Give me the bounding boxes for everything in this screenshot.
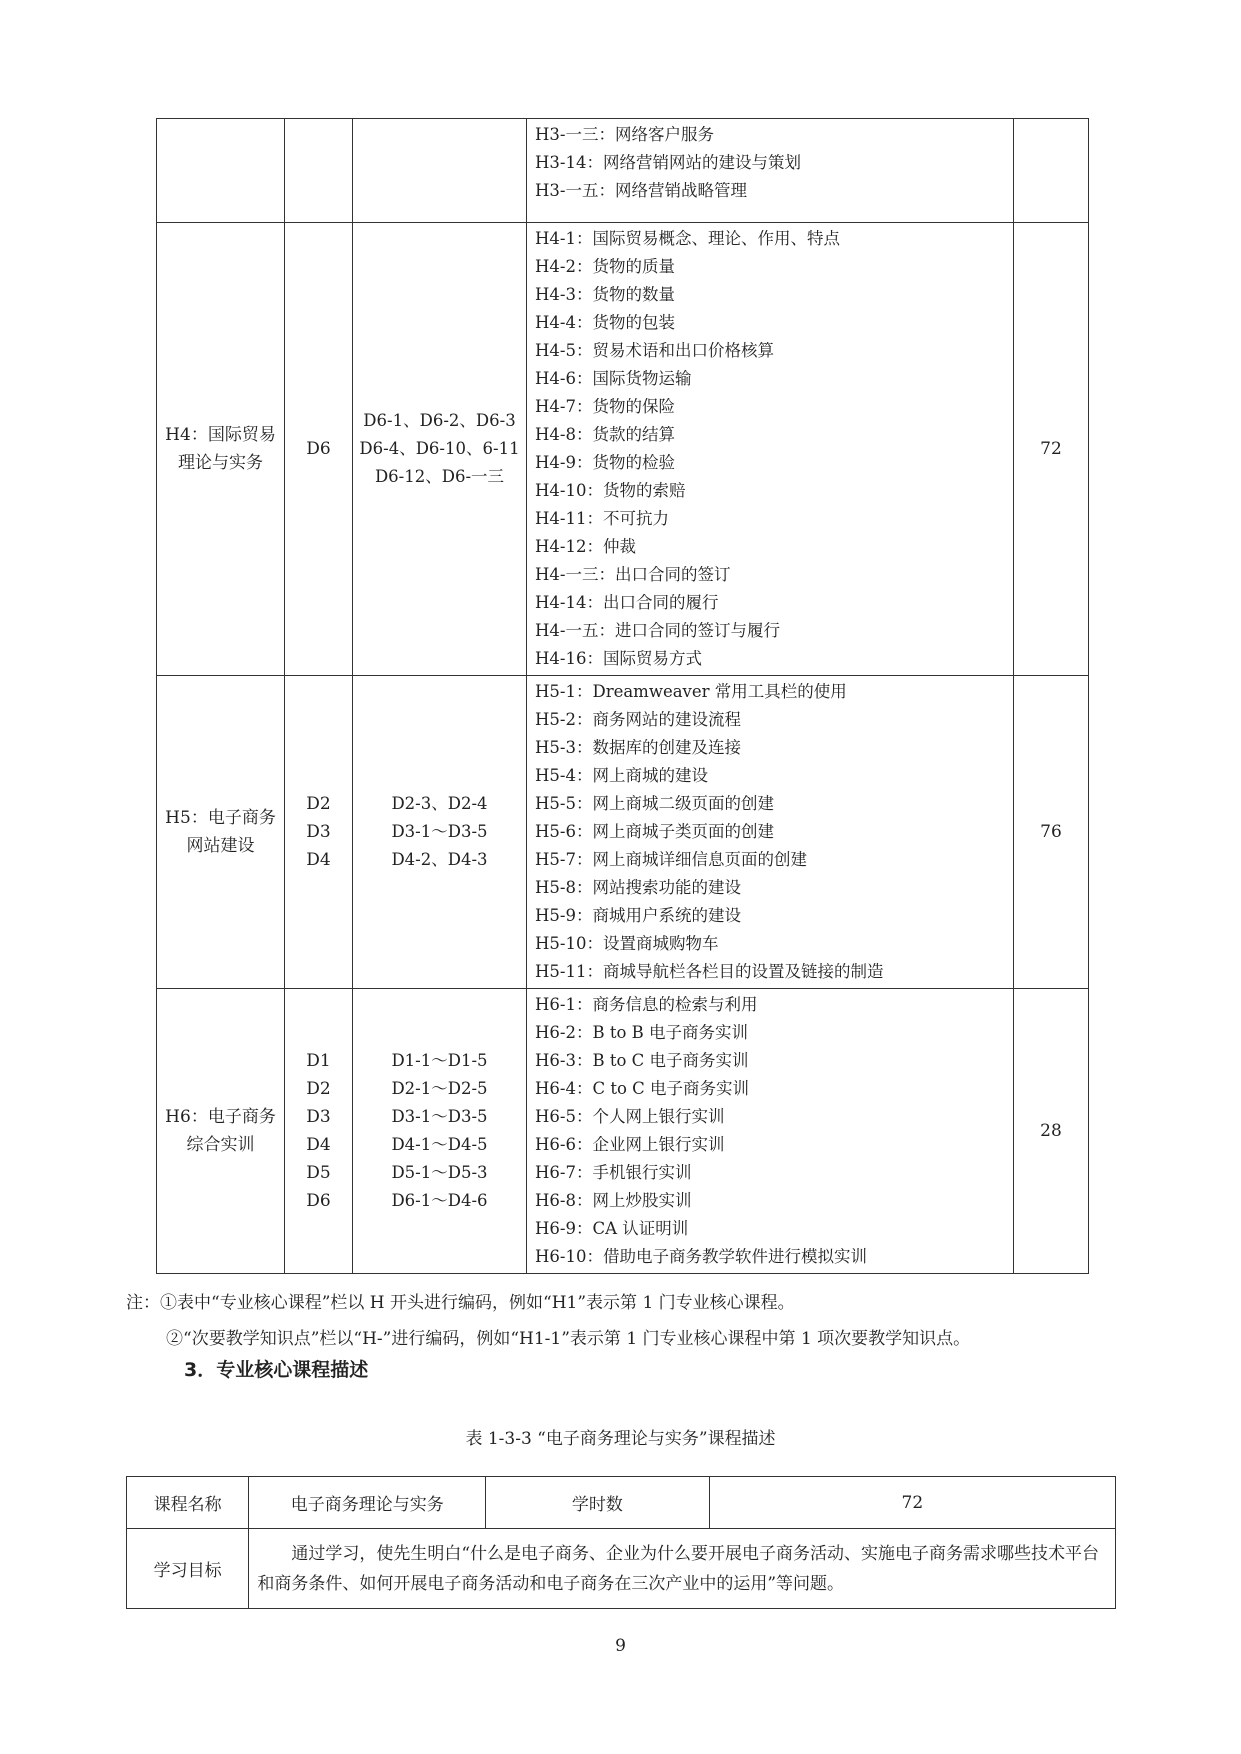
topic-item: H4-3：货物的数量: [535, 285, 675, 304]
topic-list-cell: [527, 676, 1014, 989]
knowledge-point-code: D2-1～D2-5: [391, 1079, 488, 1098]
desc-row-goal: [127, 1529, 1116, 1609]
topic-item: H4-9：货物的检验: [535, 453, 675, 472]
topic-item: H4-10：货物的索赔: [535, 481, 686, 500]
topic-item: H6-3：B to C 电子商务实训: [535, 1051, 749, 1070]
topic-item: H5-4：网上商城的建设: [535, 766, 708, 785]
primary-module-code: D2: [306, 1079, 331, 1099]
knowledge-point-code: D5-1～D5-3: [391, 1163, 488, 1182]
hours-label: 学时数: [486, 1477, 710, 1529]
topic-item: H6-4：C to C 电子商务实训: [535, 1079, 750, 1098]
topic-item: H5-6：网上商城子类页面的创建: [535, 822, 774, 841]
knowledge-point-code: D6-12、D6-一三: [374, 467, 505, 486]
goal-text: 通过学习，使先生明白“什么是电子商务、企业为什么要开展电子商务活动、实施电子商务需求哪些技术平台和商务条件、如何开展电子商务活动和电子商务在三次产业中的运用”等问题。: [257, 1543, 1100, 1594]
topic-item: H5-7：网上商城详细信息页面的创建: [535, 850, 807, 869]
topic-list-cell: [527, 223, 1014, 676]
topic-item: H4-1：国际贸易概念、理论、作用、特点: [535, 229, 840, 248]
knowledge-point-code: D1-1～D1-5: [391, 1051, 488, 1070]
primary-module-code: D6: [306, 1191, 331, 1211]
course-row: [157, 676, 1089, 989]
topic-item: H5-3：数据库的创建及连接: [535, 738, 741, 757]
topic-item: H5-11：商城导航栏各栏目的设置及链接的制造: [535, 962, 884, 981]
note-line-2: ②“次要教学知识点”栏以“H-”进行编码，例如“H1-1”表示第 1 门专业核心课程中第 1 项次要教学知识点。: [166, 1329, 971, 1349]
topic-item: H4-11：不可抗力: [535, 509, 669, 528]
topic-item: H6-2：B to B 电子商务实训: [535, 1023, 749, 1042]
topic-item: H4-一三：出口合同的签订: [535, 565, 731, 584]
topic-item: H5-1：Dreamweaver 常用工具栏的使用: [535, 682, 847, 701]
primary-module-cell: [285, 223, 353, 676]
topic-item: H5-5：网上商城二级页面的创建: [535, 794, 774, 813]
primary-module-code: D3: [306, 822, 331, 842]
course-name-cell: H4：国际贸易理论与实务: [157, 223, 285, 676]
topic-item: H3-一五：网络营销战略管理: [535, 181, 747, 200]
topic-item: H3-一三：网络客户服务: [535, 125, 714, 144]
topic-item: H6-8：网上炒股实训: [535, 1191, 692, 1210]
desc-row-name: [127, 1477, 1116, 1529]
knowledge-point-code: D4-2、D4-3: [391, 850, 488, 869]
table-caption: 表 1-3-3 “电子商务理论与实务”课程描述: [465, 1429, 776, 1449]
primary-module-code: D5: [306, 1163, 331, 1183]
topic-item: H4-5：贸易术语和出口价格核算: [535, 341, 774, 360]
course-name-value: 电子商务理论与实务: [249, 1477, 486, 1529]
topic-list-cell: [527, 119, 1014, 223]
topic-item: H5-8：网站搜索功能的建设: [535, 878, 741, 897]
knowledge-point-code: D4-1～D4-5: [391, 1135, 488, 1154]
course-name-label: 课程名称: [127, 1477, 249, 1529]
course-hours-cell: 76: [1014, 676, 1089, 989]
course-name-cell: H5：电子商务网站建设: [157, 676, 285, 989]
course-name-cell: [157, 119, 285, 223]
knowledge-point-cell: [353, 989, 527, 1274]
knowledge-point-code: D6-4、D6-10、6-11: [359, 439, 520, 458]
knowledge-point-code: D6-1、D6-2、D6-3: [363, 411, 516, 430]
primary-module-cell: [285, 989, 353, 1274]
knowledge-point-cell: [353, 223, 527, 676]
topic-item: H6-1：商务信息的检索与利用: [535, 995, 758, 1014]
topic-item: H4-7：货物的保险: [535, 397, 675, 416]
topic-item: H6-7：手机银行实训: [535, 1163, 692, 1182]
topic-item: H4-16：国际贸易方式: [535, 649, 702, 668]
hours-value: 72: [709, 1477, 1115, 1529]
topic-item: H4-8：货款的结算: [535, 425, 675, 444]
topic-item: H6-10：借助电子商务教学软件进行模拟实训: [535, 1247, 867, 1266]
course-description-table: [126, 1476, 1116, 1609]
primary-module-code: D1: [306, 1051, 331, 1071]
topic-item: H3-14：网络营销网站的建设与策划: [535, 153, 801, 172]
topic-item: H5-9：商城用户系统的建设: [535, 906, 741, 925]
primary-module-code: D3: [306, 1107, 331, 1127]
core-course-table: [156, 118, 1089, 1274]
primary-module-code: D6: [306, 439, 331, 459]
knowledge-point-code: D3-1～D3-5: [391, 822, 488, 841]
topic-item: H4-12：仲裁: [535, 537, 636, 556]
primary-module-cell: [285, 676, 353, 989]
topic-item: H5-2：商务网站的建设流程: [535, 710, 741, 729]
course-hours-cell: 72: [1014, 223, 1089, 676]
goal-label: 学习目标: [127, 1529, 249, 1609]
goal-text-cell: [249, 1529, 1116, 1609]
course-row: [157, 119, 1089, 223]
knowledge-point-cell: [353, 119, 527, 223]
course-hours-cell: [1014, 119, 1089, 223]
topic-item: H4-一五：进口合同的签订与履行: [535, 621, 780, 640]
course-row: [157, 223, 1089, 676]
topic-item: H4-14：出口合同的履行: [535, 593, 719, 612]
section-title: 3．专业核心课程描述: [184, 1359, 369, 1381]
knowledge-point-code: D3-1～D3-5: [391, 1107, 488, 1126]
topic-list-cell: [527, 989, 1014, 1274]
knowledge-point-code: D6-1～D4-6: [391, 1191, 488, 1210]
topic-item: H6-6：企业网上银行实训: [535, 1135, 725, 1154]
primary-module-code: D4: [306, 850, 331, 870]
course-hours-cell: 28: [1014, 989, 1089, 1274]
page-number: 9: [615, 1636, 626, 1656]
topic-item: H4-6：国际货物运输: [535, 369, 692, 388]
course-row: [157, 989, 1089, 1274]
topic-item: H5-10：设置商城购物车: [535, 934, 719, 953]
note-line-1: 注：①表中“专业核心课程”栏以 H 开头进行编码，例如“H1”表示第 1 门专业核心课程。: [126, 1293, 795, 1313]
course-name-cell: H6：电子商务综合实训: [157, 989, 285, 1274]
topic-item: H6-9：CA 认证明训: [535, 1219, 689, 1238]
primary-module-code: D2: [306, 794, 331, 814]
topic-item: H4-2：货物的质量: [535, 257, 675, 276]
knowledge-point-code: D2-3、D2-4: [391, 794, 488, 813]
topic-item: H4-4：货物的包装: [535, 313, 675, 332]
topic-item: H6-5：个人网上银行实训: [535, 1107, 725, 1126]
primary-module-cell: [285, 119, 353, 223]
primary-module-code: D4: [306, 1135, 331, 1155]
knowledge-point-cell: [353, 676, 527, 989]
